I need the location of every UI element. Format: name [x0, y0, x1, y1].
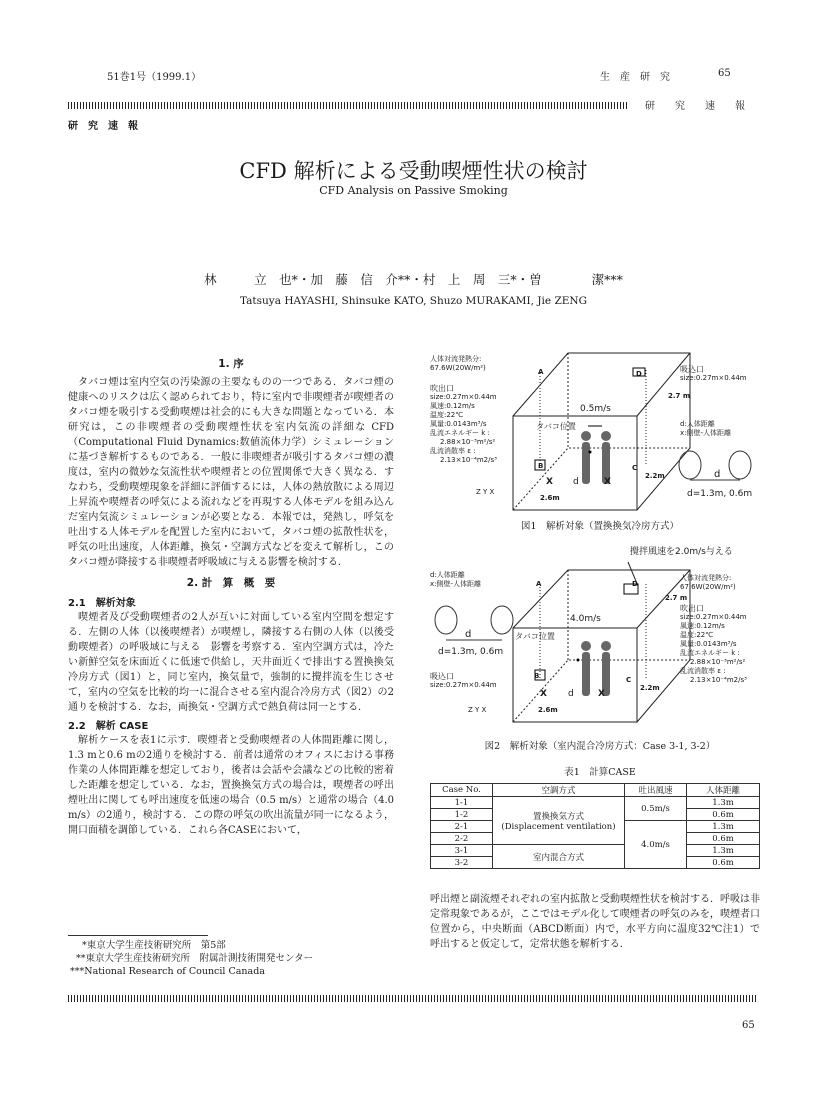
fig2-smoke-pos: タバコ位置: [515, 632, 555, 641]
fig1-outlet-info: 吸込口 size:0.27m×0.44m: [680, 365, 747, 382]
authors-en: Tatsuya HAYASHI, Shinsuke KATO, Shuzo MURAKAMI, Jie ZENG: [239, 295, 587, 307]
table-1: [430, 783, 760, 869]
volume-info: 51巻1号（1999.1）: [107, 72, 202, 83]
fig2-distance-values: d=1.3m, 0.6m: [438, 647, 504, 657]
fig1-label-x2: X: [604, 477, 611, 487]
category-right: 研 究 速 報: [645, 101, 745, 112]
fig1-label-a: A: [538, 368, 544, 376]
table-1-caption: 表1 計算CASE: [564, 767, 636, 778]
cigarette-marker-2: [577, 659, 580, 662]
table-row: 3-2 0.6m: [431, 857, 760, 869]
fig2-label-x1: X: [540, 689, 547, 699]
fig2-head-plan: [428, 592, 518, 652]
room-top-edge: [637, 353, 690, 416]
figure-2-caption: 図2 解析対象（室内混合冷房方式：Case 3-1, 3-2）: [484, 741, 716, 752]
page-number-top: 65: [718, 68, 731, 79]
category-left: 研 究 速 報: [68, 121, 138, 132]
fig2-stir-label: 攪拌風速を2.0m/s与える: [630, 547, 733, 557]
fig2-distance-def: d:人体距離 x:側壁-人体距離: [430, 571, 482, 588]
section-2-1-title: 2.1 解析対象: [68, 598, 136, 609]
fig1-height: 2.7 m: [668, 392, 691, 400]
table-header: 人体距離: [687, 784, 760, 797]
paper-title-en: CFD Analysis on Passive Smoking: [319, 184, 508, 197]
cigarette-marker: [589, 451, 592, 454]
speed-high: 4.0m/s: [625, 821, 687, 869]
smoker-head: [581, 431, 591, 441]
fig2-label-d: d: [568, 689, 574, 699]
section-2-1-body: 喫煙者及び受動喫煙者の2人が互いに対面している室内空間を想定する．左側の人体（以後喫煙者）が喫煙し，隣接する右側の人体（以後受動喫煙者）の呼吸域に与える 影響を考察する．室内空調方式は，冷たい新鮮空気を床面近くに低速で供給し，天井面近くで排出する置換換気冷房方式（図1）と，同じ室内，換気量で，強制的に攪拌流を生じさせて，室内の空気を比較的均一に混合させる室内混合冷房方式（図2）の2通りを検討する．なお，両換気・空調方式で熱負荷は同一とする．: [68, 612, 394, 713]
right-column-text: 呼出煙と副流煙それぞれの室内拡散と受動喫煙性状を検討する．呼吸は非定常現象であるが，ここではモデル化して喫煙者の呼気のみを，喫煙者口位置から，中央断面（ABCD断面）内で，水平方向に温度32℃注1）で呼出すると仮定して，定常状態を解析する．: [430, 894, 760, 950]
fig2-label-b: B: [534, 672, 540, 680]
authors-ja: 林 立 也*・加 藤 信 介**・村 上 周 三*・曽 潔***: [204, 272, 623, 287]
fig2-plan-d: d: [465, 629, 472, 640]
table-row: 2-1 4.0m/s 1.3m: [431, 821, 760, 833]
fig2-label-a: A: [536, 580, 542, 588]
human-models-2: [581, 641, 611, 696]
table-header-row: [431, 784, 760, 797]
fig2-width: 2.6m: [538, 706, 558, 714]
fig1-inlet-info: 吹出口 size:0.27m×0.44m 風速:0.12m/s 温度:22℃ 風量:0.0143m³/s 乱流エネルギー k : 2.88×10⁻³m²/s² 乱流消散率 ε : 2.13×10⁻⁴m2/s³: [430, 384, 497, 464]
footnote-rule: [68, 935, 208, 936]
fig1-heat-label: 人体対流発熱分: 67.6W(20W/m²): [430, 355, 486, 372]
table-header: 空調方式: [493, 784, 625, 797]
section-1-title: 1. 序: [218, 358, 244, 370]
section-2-title: 2. 計 算 概 要: [186, 577, 276, 589]
fig1-label-b: B: [538, 462, 544, 470]
fig1-axes: Z Y X: [476, 488, 495, 496]
fig1-depth: 2.2m: [645, 472, 665, 480]
table-row: 3-1 室内混合方式 1.3m: [431, 845, 760, 857]
journal-name: 生 産 研 究: [600, 72, 670, 83]
footnote-3: ***National Research of Council Canada: [70, 966, 265, 977]
fig2-depth: 2.2m: [640, 684, 660, 692]
fig2-label-x2: X: [598, 689, 605, 699]
header-rule: [68, 102, 628, 109]
fig1-label-d: d: [573, 477, 579, 487]
fig1-distance-def: d:人体距離 x:側壁-人体距離: [680, 420, 732, 437]
fig2-heat-label: 人体対流発熱分: 67.6W(20W/m²): [680, 574, 736, 591]
fig1-smoke-pos: タバコ位置: [536, 422, 576, 431]
page-number-bottom: 65: [742, 1020, 755, 1031]
nonsmoker-head: [601, 431, 611, 441]
smoker-body: [582, 442, 590, 484]
fig1-distance-values: d=1.3m, 0.6m: [687, 489, 753, 499]
fig2-inlet-info: 吹出口 size:0.27m×0.44m 風速:0.12m/s 温度:22℃ 風量:0.0143m³/s 乱流エネルギー k : 2.88×10⁻³m²/s² 乱流消散率 ε : 2.13×10⁻⁴m2/s³: [680, 604, 747, 684]
table-row: 1-2 0.6m: [431, 809, 760, 821]
fig2-axes: Z Y X: [468, 706, 487, 714]
figure-1-caption: 図1 解析対象（置換換気冷房方式）: [520, 521, 680, 532]
fig2-outlet-info: 吸込口 size:0.27m×0.44m: [430, 672, 497, 689]
table-row: 1-1 置換換気方式 (Displacement ventilation) 0.5m/s 1.3m: [431, 797, 760, 809]
method-mixing: 室内混合方式: [493, 845, 625, 869]
room2-front-face: [513, 628, 637, 722]
section-1-body: タバコ煙は室内空気の汚染源の主要なものの一つである．タバコ煙の健康へのリスクは広く認められており，特に室内で非喫煙者が喫煙者のタバコ煙を吸引する受動喫煙は社会的にも大きな問題となっている．本研究は，この非喫煙者の受動喫煙性状を室内気流の詳細な CFD（Computational Fluid Dynamics:数値流体力学）シミュレーションに基づき解析するものである．一般に非喫煙者が吸引するタバコ煙の濃度は，室内の微妙な気流性状や喫煙者との位置関係で大きく異なる．すなわち，受動喫煙現象を詳細に評価するには，人体の熱放散による周辺上昇流や喫煙者の呼気による流れなどを再現する人体モデルを組み込んだ室内気流シミュレーションが必要となる．本報では，発熱し，呼気を吐出する人体モデルを配置した室内において，タバコ煙の拡散性状を，呼気の吐出速度，人体距離，換気・空調方式などを変えて解析し，このタバコ煙が降接する非喫煙者呼吸域に与える影響を検討する．: [68, 377, 394, 568]
fig2-label-c: C: [626, 676, 632, 684]
paper-title: CFD 解析による受動喫煙性状の検討: [239, 159, 588, 183]
fig1-label-d: D: [636, 370, 642, 378]
section-2-2-title: 2.2 解析 CASE: [68, 721, 149, 732]
fig1-width: 2.6m: [540, 494, 560, 502]
fig2-speed: 4.0m/s: [570, 614, 601, 624]
table-header: Case No.: [431, 784, 493, 797]
table-header: 吐出風速: [625, 784, 687, 797]
section-2-2-body: 解析ケースを表1に示す．喫煙者と受動喫煙者の人体間距離に関し，1.3 mと0.6 mの2通りを検討する．前者は通常のオフィスにおける事務作業の人体間距離を想定しており，後者は会話や会議などの比較的密着した距離を想定している．なお，置換換気方式の場合は，喫煙者の呼出煙吐出に関しても呼出速度を低速の場合（0.5 m/s）と通常の場合（4.0 m/s）の2通り，検討する．この際の呼気の吹出流量が同一になるよう，開口面積を調節している．これら各CASEにおいて，: [68, 735, 394, 836]
fig1-label-x1: X: [546, 477, 553, 487]
footer-rule: [68, 995, 758, 1002]
fig1-speed: 0.5m/s: [580, 404, 611, 414]
fig2-label-d: D: [632, 580, 638, 588]
fig1-label-c: C: [632, 464, 638, 472]
footnotes: [70, 939, 313, 978]
table-row: 2-2 0.6m: [431, 833, 760, 845]
fig1-plan-d: d: [714, 469, 721, 480]
method-displacement: 置換換気方式 (Displacement ventilation): [493, 797, 625, 845]
left-column: [68, 352, 394, 838]
footnote-1: *東京大学生産技術研究所 第5部: [82, 940, 226, 951]
speed-low: 0.5m/s: [625, 797, 687, 821]
footnote-2: **東京大学生産技術研究所 附属計測技術開発センター: [76, 953, 314, 964]
fig2-height: 2.7 m: [665, 594, 688, 602]
